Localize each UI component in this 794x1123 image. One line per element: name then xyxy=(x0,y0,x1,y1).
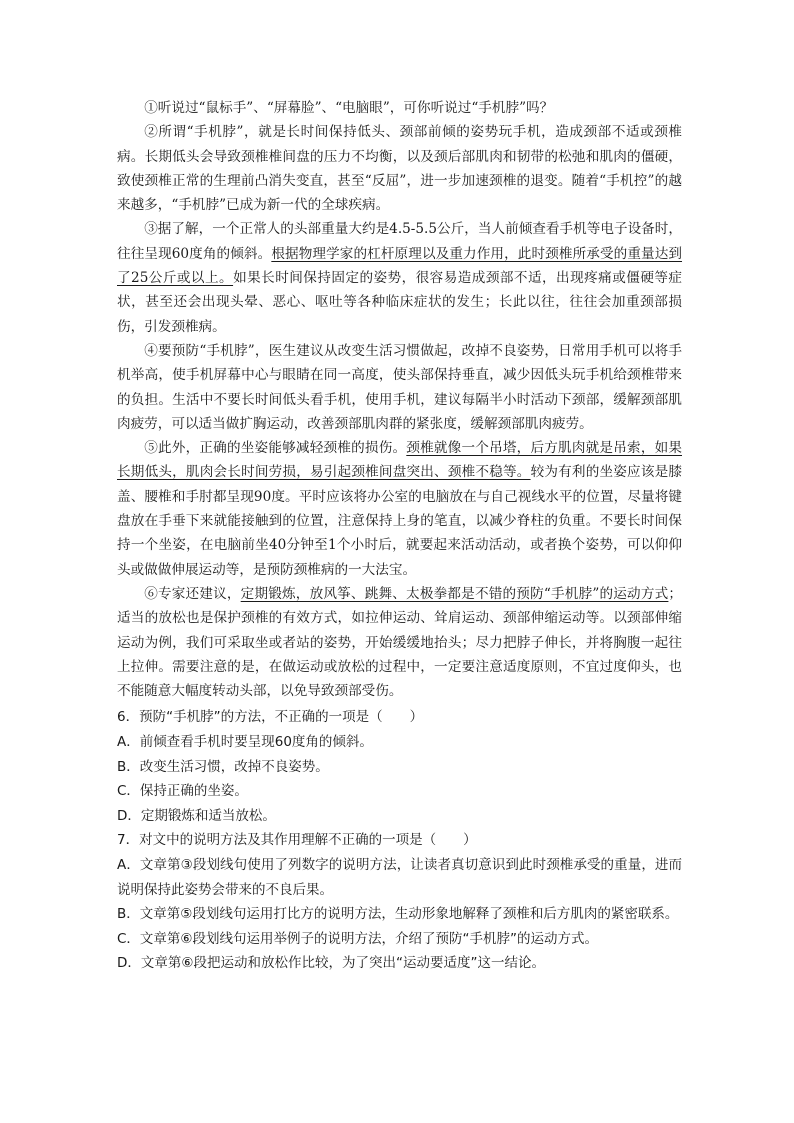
underlined-sentence: 根据物理学家的杠杆原理以及重力作用，此时颈椎所承受的重量达到了25公斤或以上。 xyxy=(117,245,683,287)
answer-option-b: B．改变生活习惯，改掉不良姿势。 xyxy=(117,758,329,775)
paragraph-text: ⑤此外，正确的坐姿能够减轻颈椎的损伤。 xyxy=(144,440,407,457)
question-section xyxy=(117,705,682,976)
answer-option-a: A．前倾查看手机时要呈现60度角的倾斜。 xyxy=(117,734,373,751)
paragraph-text: 较为有利的坐姿应该是膝盖、腰椎和手肘都呈现90度。平时应该将办公室的电脑放在与自己视线水平的位置，尽量将键盘放在手垂下来就能接触到的位置，注意保持上身的笔直，以减少脊柱的负重。不要长时间保持一个坐姿，在电脑前坐40分钟至1个小时后，就要起来活动活动，或者换个姿势，可以仰仰头或做做伸展运动等，是预防颈椎病的一大法宝。 xyxy=(117,464,683,578)
paragraph-text: ②所谓“手机脖”，就是长时间保持低头、颈部前倾的姿势玩手机，造成颈部不适或颈椎病。长期低头会导致颈椎椎间盘的压力不均衡，以及颈后部肌肉和韧带的松弛和肌肉的僵硬，致使颈椎正常的生理前凸消失变直，甚至“反屈”，进一步加速颈椎的退变。随着“手机控”的越来越多，“手机脖”已成为新一代的全球疾病。 xyxy=(117,124,682,214)
paragraph-text: 如果长时间保持固定的姿势，很容易造成颈部不适，出现疼痛或僵硬等症状，甚至还会出现头晕、恶心、呕吐等各种临床症状的发生；长此以往，往往会加重颈部损伤，引发颈椎病。 xyxy=(117,270,682,335)
article-content xyxy=(117,96,682,976)
paragraph-text: ；适当的放松也是保护颈椎的有效方式，如拉伸运动、耸肩运动、颈部伸缩运动等。以颈部伸缩运动为例，我们可采取坐或者站的姿势，开始缓缓地抬头；尽力把脖子伸长，并将胸腹一起往上拉伸。需要注意的是，在做运动或放松的过程中，一定要注意适度原则，不宜过度仰头，也不能随意大幅度转动头部，以免导致颈部受伤。 xyxy=(117,585,683,700)
question-stem: 6．预防“手机脖”的方法，不正确的一项是（ ） xyxy=(117,709,424,726)
answer-option-a: A．文章第③段划线句使用了列数字的说明方法，让读者真切意识到此时颈椎承受的重量，进而说明保持此姿势会带来的不良后果。 xyxy=(117,856,682,898)
paragraph-text: ⑥专家还建议， xyxy=(144,585,241,602)
article-paragraph-4 xyxy=(117,339,682,436)
paragraph-text: ①听说过“鼠标手”、“屏幕脸”、“电脑眼”，可你听说过“手机脖”吗？ xyxy=(144,100,554,116)
article-paragraph-6 xyxy=(117,582,682,703)
question-6 xyxy=(117,705,682,828)
answer-option-d: D．定期锻炼和适当放松。 xyxy=(117,807,276,824)
underlined-sentence: 定期锻炼，放风筝、跳舞、太极拳都是不错的预防“手机脖”的运动方式 xyxy=(240,585,669,602)
article-paragraph-5 xyxy=(117,436,682,582)
answer-option-d: D．文章第⑥段把运动和放松作比较，为了突出“运动要适度”这一结论。 xyxy=(117,955,545,972)
underlined-sentence: 颈椎就像一个吊塔，后方肌肉就是吊索，如果长期低头，肌肉会长时间劳损，易引起颈椎间盘突出、颈椎不稳等。 xyxy=(117,440,682,481)
paragraph-text: ④要预防“手机脖”，医生建议从改变生活习惯做起，改掉不良姿势，日常用手机可以将手机举高，使手机屏幕中心与眼睛在同一高度，使头部保持垂直，减少因低头玩手机给颈椎带来的负担。生活中不要长时间低头看手机，使用手机，建议每隔半小时活动下颈部，缓解颈部肌肉疲劳，可以适当做扩胸运动，改善颈部肌肉群的紧张度，缓解颈部肌肉疲劳。 xyxy=(117,342,682,432)
paragraph-text: ③据了解，一个正常人的头部重量大约是4.5-5.5公斤，当人前倾查看手机等电子设备时，往往呈现60度角的倾斜。 xyxy=(117,221,682,262)
question-7 xyxy=(117,828,682,976)
answer-option-c: C．文章第⑥段划线句运用举例子的说明方法，介绍了预防“手机脖”的运动方式。 xyxy=(117,930,599,947)
question-stem: 7．对文中的说明方法及其作用理解不正确的一项是（ ） xyxy=(117,832,477,849)
article-paragraph-3 xyxy=(117,217,682,338)
answer-option-c: C．保持正确的坐姿。 xyxy=(117,783,248,800)
article-paragraph-2 xyxy=(117,120,682,217)
answer-option-b: B．文章第⑤段划线句运用打比方的说明方法，生动形象地解释了颈椎和后方肌肉的紧密联系。 xyxy=(117,906,679,923)
article-paragraph-1 xyxy=(117,96,682,120)
article-body xyxy=(117,96,682,703)
